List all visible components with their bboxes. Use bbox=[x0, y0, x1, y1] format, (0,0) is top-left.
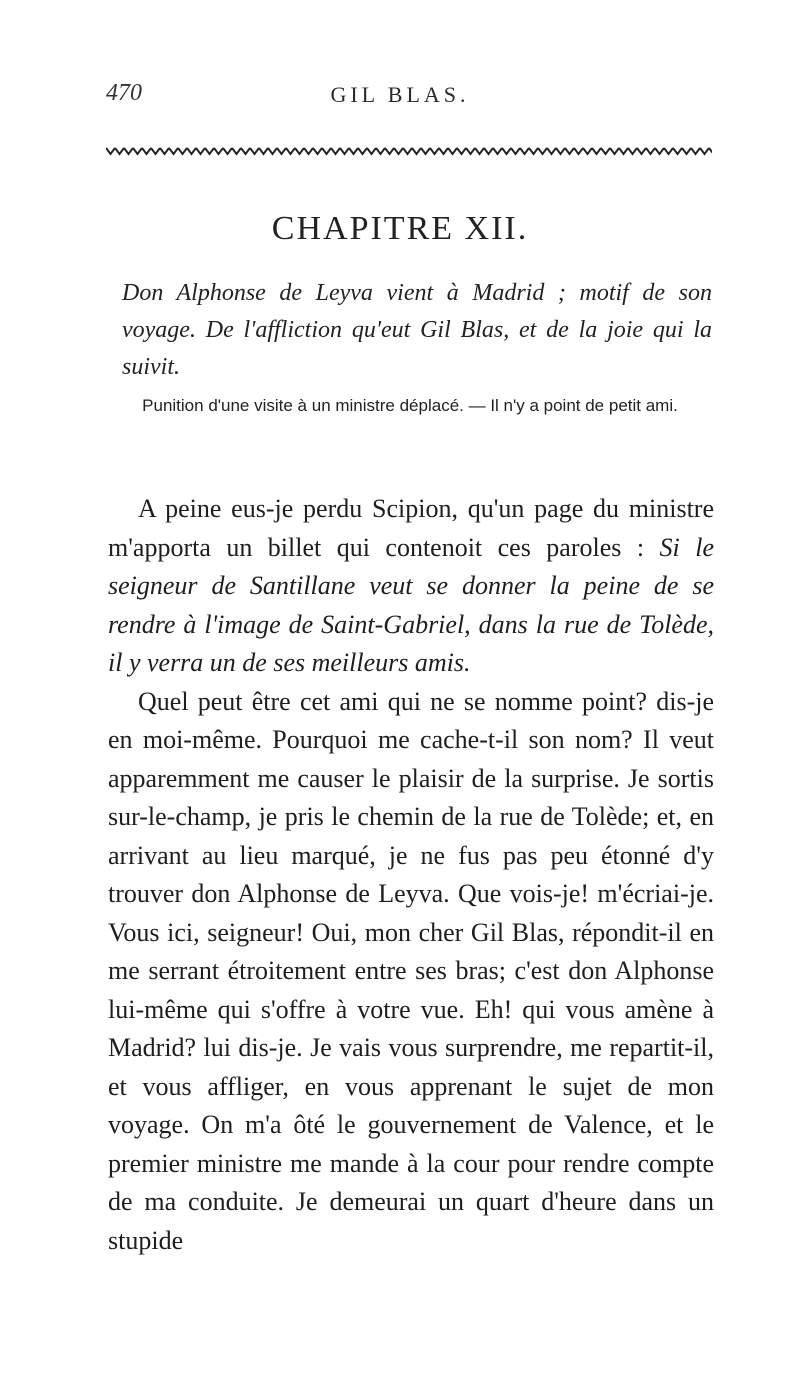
paragraph-text: A peine eus-je perdu Scipion, qu'un page du ministre m'apporta un billet qui contenoit ces paroles : bbox=[108, 494, 714, 562]
page-number: 470 bbox=[106, 80, 142, 106]
chapter-title: CHAPITRE XII. bbox=[271, 210, 529, 247]
running-title: GIL BLAS. bbox=[330, 82, 470, 107]
chapter-argument: Punition d'une visite à un ministre déplacé. — Il n'y a point de petit ami. bbox=[142, 396, 678, 415]
paragraph bbox=[108, 490, 714, 683]
note-quotation: Si le seigneur de Santillane veut se donner la peine de se rendre à l'image de Saint-Gabriel, dans la rue de Tolède, il y verra un de ses meilleurs amis. bbox=[108, 532, 714, 677]
running-head bbox=[0, 80, 800, 120]
body-text bbox=[108, 490, 714, 1260]
ornamental-rule bbox=[106, 146, 712, 156]
chapter-summary: Don Alphonse de Leyva vient à Madrid ; motif de son voyage. De l'affliction qu'eut Gil Blas, et de la joie qui la suivit. bbox=[122, 280, 712, 380]
paragraph: Quel peut être cet ami qui ne se nomme point? dis-je en moi-même. Pourquoi me cache-t-il son nom? Il veut apparemment me causer le plaisir de la surprise. Je sortis sur-le-champ, je pris le chemin de la rue de Tolède; et, en arrivant au lieu marqué, je ne fus pas peu étonné d'y trouver don Alphonse de Leyva. Que vois-je! m'écriai-je. Vous ici, seigneur! Oui, mon cher Gil Blas, répondit-il en me serrant étroitement entre ses bras; c'est don Alphonse lui-même qui s'offre à votre vue. Eh! qui vous amène à Madrid? lui dis-je. Je vais vous surprendre, me repartit-il, et vous affliger, en vous apprenant le sujet de mon voyage. On m'a ôté le gouvernement de Valence, et le premier ministre me mande à la cour pour rendre compte de ma conduite. Je demeurai un quart d'heure dans un stupide bbox=[108, 686, 714, 1255]
